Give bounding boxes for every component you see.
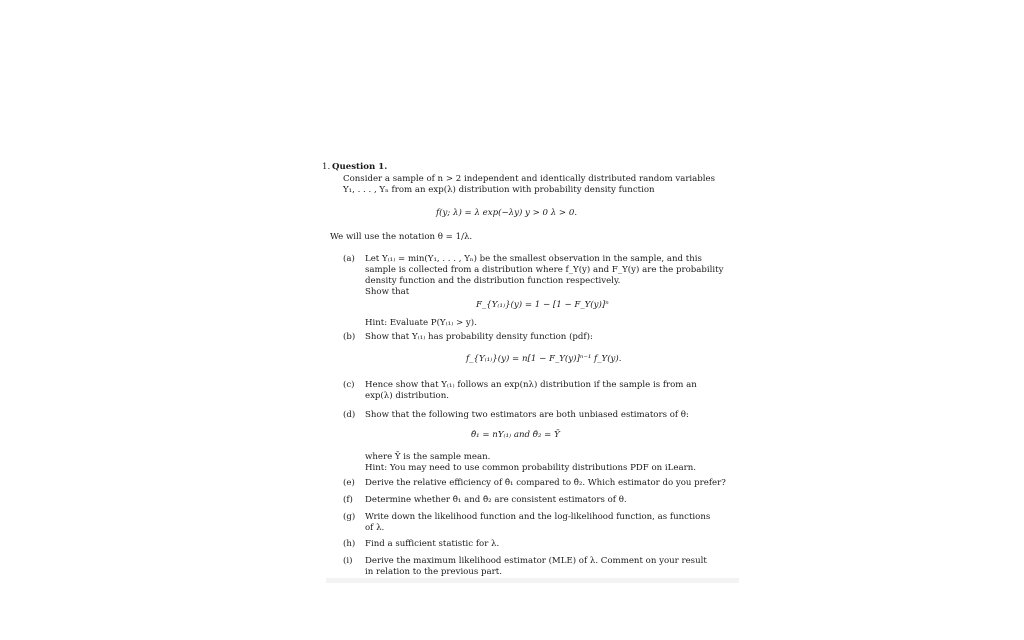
question-title: Question 1. <box>332 162 388 172</box>
page-bottom-edge <box>326 578 739 583</box>
part-a-line-1: Let Y₍₁₎ = min(Y₁, . . . , Yₙ) be the smallest observation in the sample, and this <box>365 254 702 264</box>
part-d-after-2: Hint: You may need to use common probability distributions PDF on iLearn. <box>365 463 696 473</box>
part-a-formula: F_{Y₍₁₎}(y) = 1 − [1 − F_Y(y)]ⁿ <box>476 300 609 310</box>
part-i-label: (i) <box>343 556 353 566</box>
part-a-line-4: Show that <box>365 287 410 297</box>
part-d-label: (d) <box>343 410 356 420</box>
part-g-line-2: of λ. <box>365 523 385 533</box>
part-b-formula: f_{Y₍₁₎}(y) = n[1 − F_Y(y)]ⁿ⁻¹ f_Y(y). <box>466 354 622 364</box>
part-d-after-1: where Ȳ is the sample mean. <box>365 452 491 462</box>
part-e-line-1: Derive the relative efficiency of θ̂₁ compared to θ̂₂. Which estimator do you prefer? <box>365 478 726 488</box>
part-a-label: (a) <box>343 254 355 264</box>
part-b-line-1: Show that Y₍₁₎ has probability density function (pdf): <box>365 332 593 342</box>
part-h-line-1: Find a sufficient statistic for λ. <box>365 539 500 549</box>
part-h-label: (h) <box>343 539 356 549</box>
part-a-line-3: density function and the distribution function respectively. <box>365 276 621 286</box>
part-i-line-2: in relation to the previous part. <box>365 567 502 577</box>
part-c-line-2: exp(λ) distribution. <box>365 391 449 401</box>
part-a-line-2: sample is collected from a distribution where f_Y(y) and F_Y(y) are the probability <box>365 265 724 275</box>
intro-line-1: Consider a sample of n > 2 independent and identically distributed random variables <box>343 174 716 184</box>
part-c-line-1: Hence show that Y₍₁₎ follows an exp(nλ) distribution if the sample is from an <box>365 380 697 390</box>
pdf-formula: f(y; λ) = λ exp(−λy) y > 0 λ > 0. <box>436 208 578 218</box>
part-a-hint: Hint: Evaluate P(Y₍₁₎ > y). <box>365 318 477 328</box>
part-f-line-1: Determine whether θ̂₁ and θ̂₂ are consistent estimators of θ. <box>365 495 627 505</box>
part-d-formula: θ̂₁ = nY₍₁₎ and θ̂₂ = Ȳ <box>471 430 560 440</box>
part-d-line-1: Show that the following two estimators are both unbiased estimators of θ: <box>365 410 689 420</box>
part-e-label: (e) <box>343 478 355 488</box>
document-page <box>322 158 739 582</box>
part-i-line-1: Derive the maximum likelihood estimator (MLE) of λ. Comment on your result <box>365 556 707 566</box>
intro-line-2: Y₁, . . . , Yₙ from an exp(λ) distribution with probability density function <box>343 185 655 195</box>
part-c-label: (c) <box>343 380 355 390</box>
part-f-label: (f) <box>343 495 353 505</box>
part-g-line-1: Write down the likelihood function and the log-likelihood function, as functions <box>365 512 711 522</box>
part-g-label: (g) <box>343 512 356 522</box>
part-b-label: (b) <box>343 332 356 342</box>
notation-line: We will use the notation θ = 1/λ. <box>330 232 473 242</box>
question-number: 1. <box>322 162 331 172</box>
